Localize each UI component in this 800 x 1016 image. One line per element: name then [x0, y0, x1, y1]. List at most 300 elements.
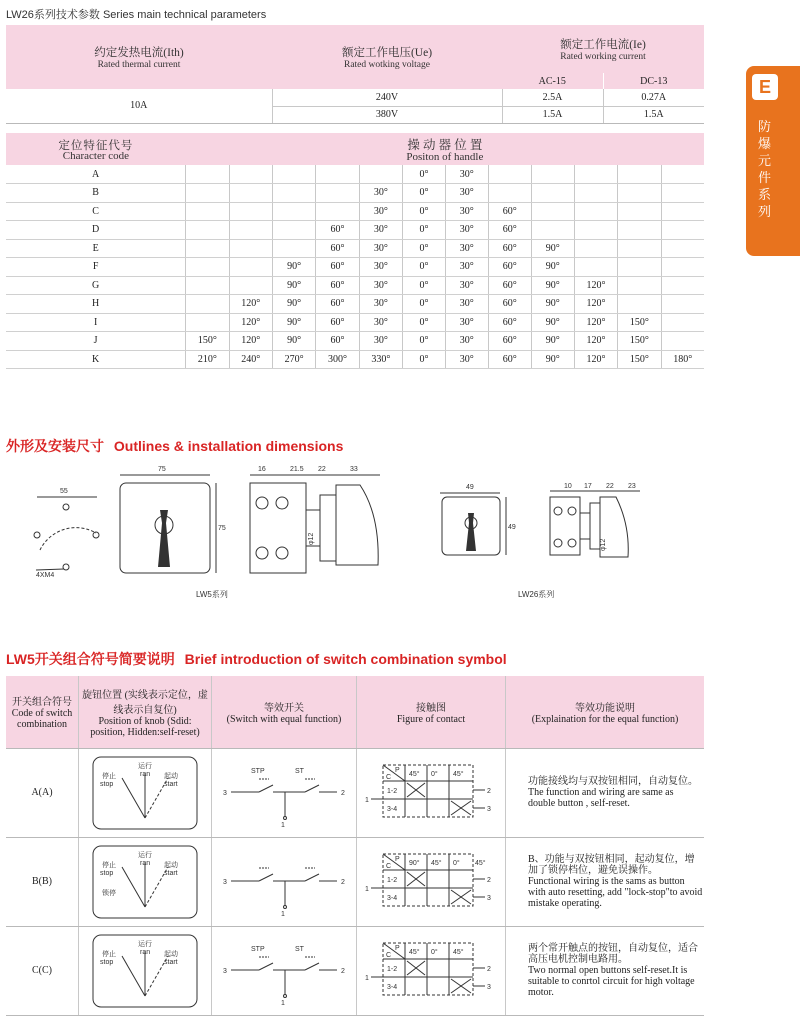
t2-angle-cell: 90° — [531, 276, 574, 295]
t2-code-cell: F — [6, 258, 186, 277]
handle-position-table — [6, 133, 704, 369]
c-r2-text: 3-4 — [387, 983, 398, 991]
t2-angle-cell — [618, 221, 661, 240]
t2-angle-cell — [186, 295, 229, 314]
t2-angle-cell: 0° — [403, 258, 446, 277]
t2-angle-cell: 120° — [229, 332, 272, 351]
k-start-cn-text: 起动 — [164, 950, 178, 958]
t2-angle-cell: 60° — [488, 332, 531, 351]
t2-angle-cell: 0° — [403, 332, 446, 351]
svg-text:23: 23 — [628, 483, 636, 490]
t2-angle-cell: 270° — [272, 350, 315, 369]
t2-angle-cell — [661, 313, 704, 332]
t2-angle-cell — [186, 221, 229, 240]
section-tab — [746, 66, 800, 256]
c-a2-text: 0° — [431, 770, 438, 778]
t2-angle-cell: 30° — [445, 332, 488, 351]
t2-angle-cell: 240° — [229, 350, 272, 369]
t2-angle-cell — [316, 184, 359, 203]
t2-row — [6, 332, 704, 351]
t2-angle-cell: 90° — [531, 332, 574, 351]
svg-text:4XM4: 4XM4 — [36, 572, 55, 579]
t2-angle-cell: 90° — [531, 350, 574, 369]
t1-dc1: 0.27A — [603, 89, 704, 106]
t3-h3: 等效开关 (Switch with equal function) — [212, 676, 357, 748]
t2-angle-cell: 30° — [359, 332, 402, 351]
t2-row — [6, 184, 704, 203]
t2-angle-cell — [186, 239, 229, 258]
c-a1-text: 45° — [409, 948, 420, 956]
t2-angle-cell — [661, 221, 704, 240]
c-a2-text: 45° — [431, 859, 442, 867]
t2-angle-cell — [618, 276, 661, 295]
lw26-side-view — [550, 483, 640, 557]
t2-angle-cell — [618, 165, 661, 184]
t2-angle-cell — [574, 184, 617, 203]
c-p-text: P — [395, 944, 400, 952]
c-n1-text: 1 — [365, 796, 369, 804]
t3-code — [6, 926, 79, 1015]
t2-angle-cell: 60° — [488, 258, 531, 277]
equal-switch-diagram — [219, 846, 349, 918]
t2-angle-cell: 60° — [488, 202, 531, 221]
t3-contact — [357, 926, 506, 1015]
t3-knob — [79, 926, 212, 1015]
knob-diagram — [92, 934, 198, 1008]
t1-ac2: 1.5A — [502, 106, 603, 123]
c-n1-text: 1 — [365, 885, 369, 893]
svg-text:22: 22 — [606, 483, 614, 490]
t2-angle-cell — [229, 202, 272, 221]
c-r1-text: 1-2 — [387, 787, 398, 795]
lw26-label: LW26系列 — [518, 590, 555, 599]
c-r2-text: 3-4 — [387, 805, 398, 813]
t2-angle-cell — [661, 258, 704, 277]
t3-knob — [79, 837, 212, 926]
t2-angle-cell: 150° — [618, 332, 661, 351]
t2-angle-cell — [531, 165, 574, 184]
t2-angle-cell: 120° — [574, 350, 617, 369]
t3-h1: 开关组合符号 Code of switch combination — [6, 676, 79, 748]
t3-contact — [357, 837, 506, 926]
t2-angle-cell: 90° — [272, 313, 315, 332]
lw5-front-view — [120, 466, 226, 573]
t2-angle-cell: 60° — [316, 295, 359, 314]
s-n1-text: 1 — [281, 999, 285, 1007]
k-stop-cn-text: 停止 — [102, 950, 116, 958]
t2-angle-cell — [272, 239, 315, 258]
t2-angle-cell: 30° — [445, 184, 488, 203]
k-stop-en-text: stop — [100, 780, 114, 788]
t2-angle-cell — [574, 239, 617, 258]
t3-desc — [506, 837, 705, 926]
t2-angle-cell: 60° — [316, 276, 359, 295]
b-code-text: B(B) — [32, 876, 52, 887]
equal-switch-diagram — [219, 757, 349, 829]
t3-desc — [506, 926, 705, 1015]
c-c-text: C — [386, 773, 392, 781]
knob-diagram — [92, 845, 198, 919]
t2-angle-cell: 60° — [488, 295, 531, 314]
t2-angle-cell: 30° — [359, 313, 402, 332]
t2-angle-cell: 0° — [403, 221, 446, 240]
t2-angle-cell — [272, 165, 315, 184]
t2-angle-cell: 30° — [359, 202, 402, 221]
s-n1-text: 1 — [281, 910, 285, 918]
c-n2-text: 2 — [487, 876, 491, 884]
t2-angle-cell — [229, 239, 272, 258]
svg-text:10: 10 — [564, 483, 572, 490]
t2-row — [6, 165, 704, 184]
t2-angle-cell: 90° — [272, 295, 315, 314]
t2-angle-cell — [488, 165, 531, 184]
c-n3-text: 3 — [487, 983, 491, 991]
lw26-front-view — [440, 484, 516, 555]
t2-row — [6, 295, 704, 314]
t2-angle-cell: 30° — [445, 239, 488, 258]
t2-angle-cell: 150° — [618, 350, 661, 369]
t2-angle-cell: 90° — [272, 258, 315, 277]
t2-code-cell: J — [6, 332, 186, 351]
contact-diagram — [361, 757, 501, 829]
t2-angle-cell — [229, 258, 272, 277]
t2-angle-cell — [661, 184, 704, 203]
t2-angle-cell: 30° — [359, 258, 402, 277]
c-r1-text: 1-2 — [387, 876, 398, 884]
t2-angle-cell: 30° — [445, 221, 488, 240]
t1-ac1: 2.5A — [502, 89, 603, 106]
t2-angle-cell: 30° — [359, 276, 402, 295]
t2-angle-cell — [661, 239, 704, 258]
contact-diagram — [361, 935, 501, 1007]
t2-code-cell: C — [6, 202, 186, 221]
s-n3-text: 3 — [223, 789, 227, 797]
t2-angle-cell: 120° — [229, 313, 272, 332]
t2-angle-cell: 300° — [316, 350, 359, 369]
c-a1-text: 90° — [409, 859, 420, 867]
t2-angle-cell — [661, 202, 704, 221]
d-cn-text: B、功能与双按钮相同，起动复位，增加了锁停档位，避免误操作。 — [528, 854, 695, 876]
k-start-en-text: start — [164, 869, 178, 877]
t2-angle-cell: 0° — [403, 276, 446, 295]
t2-code-cell: E — [6, 239, 186, 258]
t2-angle-cell — [531, 221, 574, 240]
t2-angle-cell: 30° — [359, 221, 402, 240]
c-n2-text: 2 — [487, 787, 491, 795]
t2-angle-cell: 60° — [488, 350, 531, 369]
t2-angle-cell: 30° — [445, 202, 488, 221]
tab-letter: E — [752, 74, 778, 100]
t3-switch — [212, 748, 357, 837]
t2-col2-header: 操 动 器 位 置 Positon of handle — [406, 138, 484, 163]
svg-text:55: 55 — [60, 488, 68, 495]
k-stop-cn-text: 停止 — [102, 861, 116, 869]
t1-v2: 380V — [272, 106, 502, 123]
k-stop-cn-text: 停止 — [102, 772, 116, 780]
t2-angle-cell: 60° — [316, 258, 359, 277]
c-a2-text: 0° — [431, 948, 438, 956]
k-run-en-text: ran — [140, 859, 151, 867]
t2-angle-cell: 120° — [574, 276, 617, 295]
t2-angle-cell: 30° — [359, 184, 402, 203]
t2-angle-cell — [618, 202, 661, 221]
t2-row — [6, 221, 704, 240]
t2-angle-cell: 30° — [445, 258, 488, 277]
t1-title: LW26系列技术参数 Series main technical parameters — [6, 9, 267, 21]
t3-contact — [357, 748, 506, 837]
t1-dc2: 1.5A — [603, 106, 704, 123]
t2-angle-cell: 0° — [403, 202, 446, 221]
tab-text: 防爆元件系列 — [758, 119, 772, 219]
t2-angle-cell: 90° — [531, 295, 574, 314]
s-st-text: ST — [295, 767, 304, 775]
t2-angle-cell — [186, 258, 229, 277]
t2-angle-cell — [186, 202, 229, 221]
t2-angle-cell: 30° — [445, 165, 488, 184]
t2-angle-cell — [272, 202, 315, 221]
t2-angle-cell: 120° — [574, 313, 617, 332]
s-stp-text: STP — [251, 767, 265, 775]
t2-angle-cell — [618, 258, 661, 277]
k-start-cn-text: 起动 — [164, 772, 178, 780]
c-n3-text: 3 — [487, 805, 491, 813]
t2-angle-cell: 60° — [316, 332, 359, 351]
t2-angle-cell — [359, 165, 402, 184]
t2-angle-cell — [488, 184, 531, 203]
t2-angle-cell: 60° — [488, 239, 531, 258]
t2-angle-cell: 180° — [661, 350, 704, 369]
t2-code-cell: A — [6, 165, 186, 184]
svg-text:33: 33 — [350, 466, 358, 473]
t2-angle-cell — [186, 165, 229, 184]
t1-col1-header: 约定发热电流(Ith) Rated thermal current — [94, 47, 184, 70]
t3-h5: 等效功能说明 (Explaination for the equal function) — [506, 676, 705, 748]
t2-angle-cell: 60° — [316, 239, 359, 258]
t2-angle-cell — [229, 221, 272, 240]
t3-desc — [506, 748, 705, 837]
t2-angle-cell: 60° — [488, 276, 531, 295]
svg-text:75: 75 — [218, 525, 226, 532]
knob-diagram — [92, 756, 198, 830]
t2-row — [6, 239, 704, 258]
tech-params-table — [6, 25, 704, 124]
t2-code-cell: H — [6, 295, 186, 314]
t2-angle-cell — [661, 276, 704, 295]
k-start-en-text: start — [164, 780, 178, 788]
t2-angle-cell: 60° — [316, 221, 359, 240]
contact-diagram — [361, 846, 501, 918]
t2-angle-cell: 210° — [186, 350, 229, 369]
t2-angle-cell — [316, 202, 359, 221]
t2-angle-cell: 330° — [359, 350, 402, 369]
lw5-label: LW5系列 — [196, 590, 228, 599]
t2-angle-cell — [661, 295, 704, 314]
t2-code-cell: I — [6, 313, 186, 332]
k-run-cn-text: 运行 — [138, 762, 152, 770]
s-st-text: ST — [295, 945, 304, 953]
svg-text:22: 22 — [318, 466, 326, 473]
svg-text:75: 75 — [158, 466, 166, 473]
t2-angle-cell: 30° — [445, 350, 488, 369]
d-cn-text: 功能接线均与双按钮相同，自动复位。 — [528, 776, 698, 787]
t2-angle-cell — [186, 313, 229, 332]
c-a3-text: 45° — [453, 770, 464, 778]
t2-angle-cell — [618, 295, 661, 314]
t2-row — [6, 258, 704, 277]
t2-angle-cell: 0° — [403, 184, 446, 203]
equal-switch-diagram — [219, 935, 349, 1007]
t2-angle-cell: 30° — [359, 239, 402, 258]
d-en-text: The function and wiring are same as double button , self-reset. — [528, 787, 674, 809]
c-c-text: C — [386, 951, 392, 959]
t2-angle-cell — [618, 239, 661, 258]
t2-angle-cell — [316, 165, 359, 184]
t2-angle-cell — [574, 165, 617, 184]
t2-angle-cell — [272, 184, 315, 203]
svg-text:49: 49 — [508, 524, 516, 531]
t2-angle-cell: 90° — [272, 332, 315, 351]
k-stop-en-text: stop — [100, 869, 114, 877]
t2-angle-cell — [186, 276, 229, 295]
t2-angle-cell: 0° — [403, 239, 446, 258]
t2-angle-cell: 150° — [186, 332, 229, 351]
s-stp-text: STP — [251, 945, 265, 953]
t2-angle-cell — [229, 184, 272, 203]
switch-combination-title: LW5开关组合符号简要说明 Brief introduction of switch combination symbol — [6, 651, 507, 667]
s-n2-text: 2 — [341, 967, 345, 975]
k-stop-en-text: stop — [100, 958, 114, 966]
t2-angle-cell — [661, 165, 704, 184]
t2-code-cell: B — [6, 184, 186, 203]
t2-angle-cell: 30° — [445, 295, 488, 314]
t2-angle-cell: 90° — [531, 239, 574, 258]
svg-text:17: 17 — [584, 483, 592, 490]
s-n3-text: 3 — [223, 967, 227, 975]
t2-angle-cell: 60° — [488, 221, 531, 240]
t2-row — [6, 313, 704, 332]
t2-code-cell: K — [6, 350, 186, 369]
svg-text:φ12: φ12 — [600, 538, 607, 551]
t1-ac-header: AC-15 — [502, 73, 603, 89]
k-start-cn-text: 起动 — [164, 861, 178, 869]
c-n3-text: 3 — [487, 894, 491, 902]
t2-angle-cell: 30° — [359, 295, 402, 314]
s-n2-text: 2 — [341, 878, 345, 886]
t2-row — [6, 350, 704, 369]
t2-col1-header: 定位特征代号 Character code — [58, 139, 134, 162]
t2-angle-cell — [618, 184, 661, 203]
t1-col3-header: 额定工作电流(Ie) Rated working current — [560, 39, 646, 62]
t1-v1: 240V — [272, 89, 502, 106]
t2-angle-cell: 30° — [445, 313, 488, 332]
c-c-text: C — [386, 862, 392, 870]
t3-h4: 接触图 Figure of contact — [357, 676, 506, 748]
s-n3-text: 3 — [223, 878, 227, 886]
k-run-cn-text: 运行 — [138, 851, 152, 859]
t3-h2: 旋钮位置 (实线表示定位，虚线表示自复位) Position of knob (Sdid: position, Hidden:self-reset) — [79, 676, 212, 748]
t2-angle-cell: 90° — [531, 258, 574, 277]
k-run-cn-text: 运行 — [138, 940, 152, 948]
t3-code — [6, 837, 79, 926]
t2-angle-cell — [272, 221, 315, 240]
switch-combination-table — [6, 676, 704, 1016]
t3-code — [6, 748, 79, 837]
t2-angle-cell: 90° — [272, 276, 315, 295]
b-code-text: C(C) — [32, 965, 52, 976]
s-n1-text: 1 — [281, 821, 285, 829]
t2-angle-cell: 120° — [574, 332, 617, 351]
t1-current: 10A — [6, 89, 272, 123]
k-run-en-text: ran — [140, 770, 151, 778]
t2-angle-cell — [531, 202, 574, 221]
t2-row — [6, 202, 704, 221]
t2-row — [6, 276, 704, 295]
t2-angle-cell: 150° — [618, 313, 661, 332]
d-cn-text: 两个常开触点的按钮，自动复位，适合高压电机控制电路用。 — [528, 943, 698, 965]
t2-angle-cell — [574, 258, 617, 277]
c-p-text: P — [395, 766, 400, 774]
t3-switch — [212, 926, 357, 1015]
c-r2-text: 3-4 — [387, 894, 398, 902]
svg-text:16: 16 — [258, 466, 266, 473]
lw5-mount-template — [34, 488, 99, 579]
k-start-en-text: start — [164, 958, 178, 966]
k-run-en-text: ran — [140, 948, 151, 956]
t2-angle-cell — [186, 184, 229, 203]
c-r1-text: 1-2 — [387, 965, 398, 973]
t2-angle-cell: 0° — [403, 295, 446, 314]
t2-angle-cell: 90° — [531, 313, 574, 332]
t2-angle-cell: 0° — [403, 313, 446, 332]
t2-angle-cell — [574, 202, 617, 221]
t3-switch — [212, 837, 357, 926]
t2-angle-cell: 120° — [229, 295, 272, 314]
t1-col2-header: 额定工作电压(Ue) Rated wotking voltage — [341, 47, 433, 70]
t2-code-cell: D — [6, 221, 186, 240]
outline-drawings — [0, 455, 740, 605]
svg-text:49: 49 — [466, 484, 474, 491]
t2-angle-cell: 60° — [488, 313, 531, 332]
t2-angle-cell — [229, 165, 272, 184]
svg-text:φ12: φ12 — [308, 532, 315, 545]
b-code-text: A(A) — [31, 787, 53, 798]
t2-angle-cell: 30° — [445, 276, 488, 295]
c-a1-text: 45° — [409, 770, 420, 778]
c-a3-text: 0° — [453, 859, 460, 867]
d-en-text: Two normal open buttons self-reset.It is suitable to conrtol circuit for high voltage motor. — [528, 965, 695, 998]
t2-angle-cell — [229, 276, 272, 295]
s-n2-text: 2 — [341, 789, 345, 797]
t2-angle-cell: 0° — [403, 350, 446, 369]
c-n1-text: 1 — [365, 974, 369, 982]
t2-angle-cell — [661, 332, 704, 351]
t2-angle-cell: 0° — [403, 165, 446, 184]
t2-angle-cell — [531, 184, 574, 203]
t1-dc-header: DC-13 — [640, 75, 668, 87]
t3-knob — [79, 748, 212, 837]
outlines-title: 外形及安装尺寸 Outlines & installation dimensions — [6, 438, 344, 454]
c-a3-text: 45° — [453, 948, 464, 956]
t2-angle-cell: 120° — [574, 295, 617, 314]
svg-text:21.5: 21.5 — [290, 466, 304, 473]
c-n2-text: 2 — [487, 965, 491, 973]
c-p-text: P — [395, 855, 400, 863]
k-lock-cn-text: 锁停 — [102, 889, 116, 897]
t2-code-cell: G — [6, 276, 186, 295]
lw5-side-view — [250, 466, 380, 573]
contact-angle-4: 45° — [475, 859, 486, 867]
t2-angle-cell: 60° — [316, 313, 359, 332]
